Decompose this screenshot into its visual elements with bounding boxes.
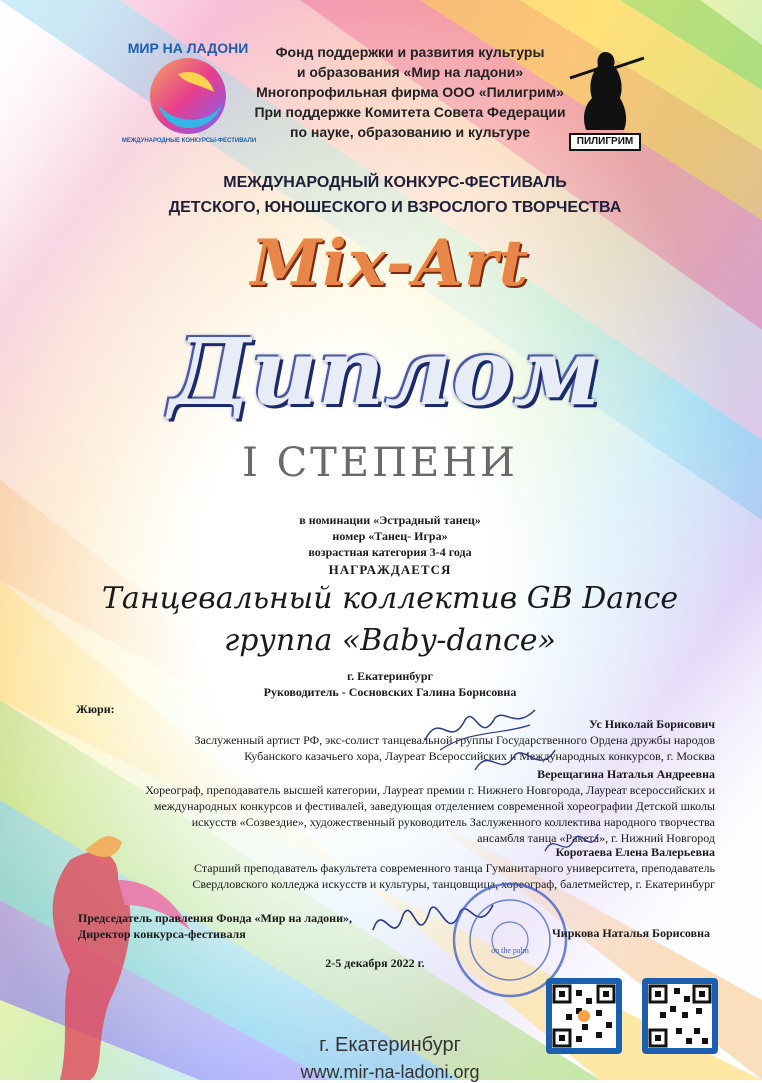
contest-line: МЕЖДУНАРОДНЫЙ КОНКУРС-ФЕСТИВАЛЬ xyxy=(223,174,567,191)
qr-code-right[interactable] xyxy=(642,978,718,1054)
jury-desc: ансамбля танца «Ракета», г. Нижний Новгород xyxy=(477,831,715,845)
degree-title: I СТЕПЕНИ xyxy=(242,440,518,486)
recipient-line: группа «Baby-dance» xyxy=(224,623,556,658)
recipient-line: Танцевальный коллектив GB Dance xyxy=(101,581,679,616)
nomination-block xyxy=(200,512,580,560)
organizers-block xyxy=(240,42,580,142)
signature-3 xyxy=(540,826,600,866)
recipient-name xyxy=(80,578,700,662)
nomination-line: возрастная категория 3-4 года xyxy=(308,545,472,559)
jury-member xyxy=(80,766,715,846)
festival-title: Mix-Art xyxy=(250,226,530,301)
contest-title xyxy=(150,170,640,220)
mir-na-ladoni-logo xyxy=(118,34,258,154)
chair-block xyxy=(78,910,352,942)
recipient-leader: Руководитель - Сосновских Галина Борисовна xyxy=(263,685,517,699)
organizer-line: по науке, образованию и культуре xyxy=(289,124,530,140)
jury-desc: Хореограф, преподаватель высшей категории, Лауреат премии г. Нижнего Новгорода, Лауреат всероссийских и xyxy=(145,783,715,797)
recipient-info xyxy=(200,668,580,700)
diploma-title: Диплом xyxy=(169,318,601,426)
jury-member xyxy=(80,844,715,892)
qr-code-left[interactable] xyxy=(546,978,622,1054)
awarded-label: НАГРАЖДАЕТСЯ xyxy=(328,562,452,577)
footer-city: г. Екатеринбург xyxy=(319,1034,461,1056)
organizer-line: Многопрофильная фирма ООО «Пилигрим» xyxy=(256,84,564,100)
organizer-line: и образования «Мир на ладони» xyxy=(296,64,524,80)
jury-label: Жюри: xyxy=(76,702,115,716)
footer-website[interactable]: www.mir-na-ladoni.org xyxy=(300,1062,480,1082)
organizer-line: Фонд поддержки и развития культуры xyxy=(275,44,545,60)
logo-title: МИР НА ЛАДОНИ xyxy=(127,40,249,56)
jury-desc: международных конкурсов и фестивалей, заведующая отделением современной хореографии Детской школы xyxy=(153,799,715,813)
nomination-line: номер «Танец- Игра» xyxy=(332,529,448,543)
jury-desc: Свердловского колледжа искусств и культуры, танцовщица, хореограф, балетмейстер, г. Екатеринбург xyxy=(192,877,715,891)
jury-member xyxy=(80,716,715,764)
organizer-line: При поддержке Комитета Совета Федерации xyxy=(254,104,566,120)
event-date: 2-5 декабря 2022 г. xyxy=(325,956,425,970)
chair-title: Председатель правления Фонда «Мир на ладони», xyxy=(78,911,352,925)
piligrim-logo xyxy=(560,38,650,154)
jury-name: Ус Николай Борисович xyxy=(588,717,715,731)
jury-name: Верещагина Наталья Андреевна xyxy=(537,767,715,781)
signature-2 xyxy=(470,740,560,790)
jury-desc: искусств «Созвездие», художественный руководитель Заслуженного коллектива народного творчества xyxy=(191,815,715,829)
nomination-line: в номинации «Эстрадный танец» xyxy=(299,513,481,527)
piligrim-label: ПИЛИГРИМ xyxy=(576,136,634,147)
jury-desc: Кубанского казачьего хора, Лауреат Всероссийских и Международных конкурсов, г. Москва xyxy=(244,749,715,763)
logo-subtitle: МЕЖДУНАРОДНЫЕ КОНКУРСЫ-ФЕСТИВАЛИ xyxy=(121,138,257,144)
contest-line: ДЕТСКОГО, ЮНОШЕСКОГО И ВЗРОСЛОГО ТВОРЧЕСТВА xyxy=(168,199,622,216)
chair-position: Директор конкурса-фестиваля xyxy=(78,927,246,941)
jury-desc: Заслуженный артист РФ, экс-солист танцевальной группы Государственного Ордена дружбы народов xyxy=(194,733,715,747)
recipient-city: г. Екатеринбург xyxy=(347,669,433,683)
jury-name: Коротаева Елена Валерьевна xyxy=(555,845,715,859)
chair-name: Чиркова Наталья Борисовна xyxy=(551,926,710,940)
jury-desc: Старший преподаватель факультета современного танца Гуманитарного университета, преподаватель xyxy=(194,861,715,875)
stamp-text: on the palm xyxy=(491,946,529,955)
